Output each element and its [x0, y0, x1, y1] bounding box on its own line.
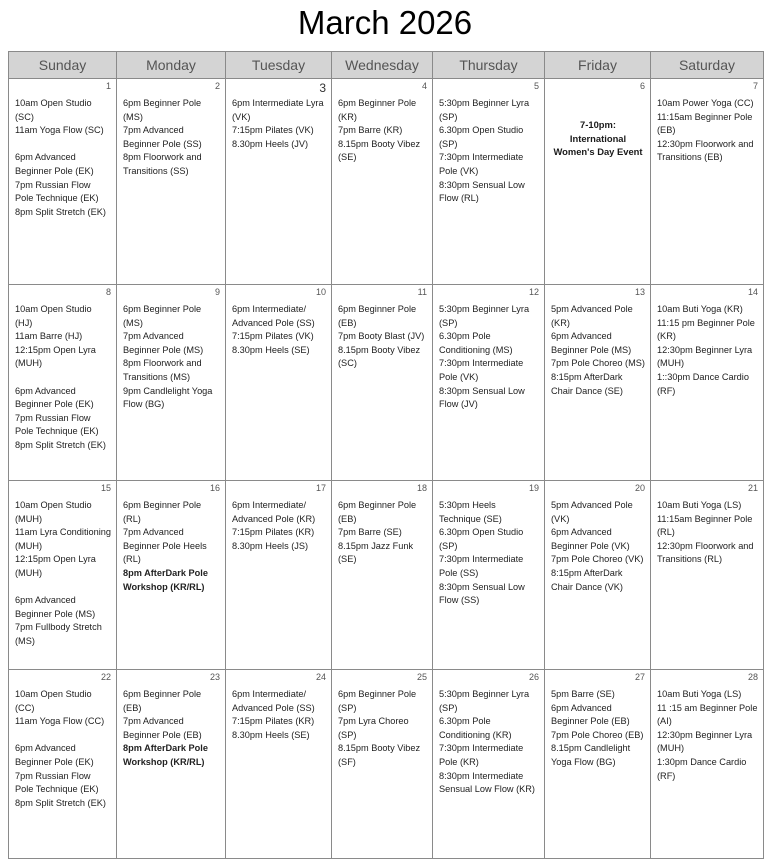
event-list: [123, 688, 220, 770]
day-cell: [651, 481, 764, 670]
event-item: 8.30pm Heels (JS): [232, 540, 309, 551]
event-item: 5:30pm Heels Technique (SE): [439, 500, 502, 524]
day-number: 25: [416, 672, 427, 682]
event-item: 6pm Advanced Beginner Pole (MS): [15, 595, 96, 619]
event-item: 7pm Russian Flow Pole Technique (EK): [15, 770, 99, 795]
day-cell-content: [433, 79, 544, 284]
day-number: 24: [315, 672, 326, 682]
event-item: 6pm Intermediate/ Advanced Pole (SS): [232, 689, 315, 713]
event-item: 10am Power Yoga (CC): [657, 98, 754, 108]
day-cell: [117, 670, 226, 859]
day-number: 27: [634, 672, 645, 682]
event-item: 8:30pm Intermediate Sensual Low Flow (KR): [439, 770, 535, 795]
event-item: 8.15pm Booty Vibez (SC): [338, 344, 421, 369]
event-list: [232, 303, 326, 357]
event-list: [123, 499, 220, 594]
day-number: 1: [105, 81, 111, 91]
event-item: 10am Open Studio (MUH): [15, 500, 92, 524]
day-cell: [226, 481, 332, 670]
week-row: [9, 670, 764, 859]
day-cell-content: [226, 285, 331, 480]
event-item: 7:30pm Intermediate Pole (VK): [439, 152, 524, 176]
event-item: 6pm Intermediate Lyra (VK): [232, 98, 324, 122]
event-item: 8:15pm AfterDark Chair Dance (VK): [551, 567, 623, 592]
event-item: 8.15pm Booty Vibez (SF): [338, 743, 421, 767]
day-cell: [117, 481, 226, 670]
event-item: 1::30pm Dance Cardio (RF): [657, 371, 749, 396]
event-list: [232, 688, 326, 742]
day-number: 28: [747, 672, 758, 682]
event-item: 7pm Pole Choreo (VK): [551, 554, 644, 565]
day-number: 10: [315, 287, 326, 297]
event-gap: [15, 371, 111, 385]
event-item: 6pm Intermediate/ Advanced Pole (KR): [232, 500, 316, 524]
event-item: 10am Buti Yoga (LS): [657, 500, 742, 510]
week-row: [9, 79, 764, 285]
event-list: [15, 688, 111, 810]
day-cell: [545, 670, 651, 859]
day-cell-content: [332, 481, 432, 669]
day-number: 8: [105, 287, 111, 297]
day-cell-content: [545, 285, 650, 480]
event-item: 8.15pm Booty Vibez (SE): [338, 138, 421, 163]
day-cell-content: [545, 481, 650, 669]
day-cell: [332, 670, 433, 859]
event-list: [551, 688, 645, 770]
day-number: 15: [100, 483, 111, 493]
day-cell-content: [433, 285, 544, 480]
day-cell: [433, 481, 545, 670]
event-list: [657, 303, 758, 398]
event-item: 6pm Beginner Pole (SP): [338, 689, 417, 713]
event-item: 12:15pm Open Lyra (MUH): [15, 554, 96, 578]
week-row: [9, 285, 764, 481]
event-list: [439, 97, 539, 206]
day-cell: [332, 481, 433, 670]
event-gap: [15, 729, 111, 743]
event-item: 8.30pm Heels (SE): [232, 729, 310, 740]
day-cell-content: [226, 481, 331, 669]
event-item: 7pm Russian Flow Pole Technique (EK): [15, 412, 99, 437]
day-number: 3: [319, 81, 326, 95]
event-gap: [15, 581, 111, 595]
event-list: [439, 303, 539, 412]
day-cell: [9, 670, 117, 859]
weekday-header-tuesday: Tuesday: [226, 52, 332, 79]
event-item: 7:30pm Intermediate Pole (KR): [439, 743, 524, 767]
day-cell-content: [433, 481, 544, 669]
day-number: 9: [214, 287, 220, 297]
day-number: 14: [747, 287, 758, 297]
event-item: 7:30pm Intermediate Pole (SS): [439, 554, 524, 578]
event-list: [657, 499, 758, 567]
event-item: 7pm Lyra Choreo (SP): [338, 716, 409, 740]
day-number: 6: [639, 81, 645, 91]
calendar-grid: [8, 51, 764, 859]
day-cell: [226, 79, 332, 285]
day-number: 2: [214, 81, 220, 91]
event-item: 6pm Beginner Pole (RL): [123, 500, 202, 524]
event-item: 11am Yoga Flow (CC): [15, 716, 105, 727]
day-number: 4: [421, 81, 427, 91]
day-number: 23: [209, 672, 220, 682]
event-item: 8.30pm Heels (JV): [232, 138, 309, 149]
event-item: 11am Yoga Flow (SC): [15, 125, 104, 136]
event-item: 6pm Advanced Beginner Pole (VK): [551, 527, 630, 551]
day-cell: [332, 285, 433, 481]
event-list: [232, 499, 326, 553]
event-item: 7pm Advanced Beginner Pole (MS): [123, 331, 204, 355]
event-item: 7pm Advanced Beginner Pole (SS): [123, 125, 202, 149]
day-cell-content: [9, 79, 116, 284]
event-item: 8:15pm AfterDark Chair Dance (SE): [551, 371, 623, 396]
day-number: 7: [752, 81, 758, 91]
day-number: 18: [416, 483, 427, 493]
event-item: 9pm Candlelight Yoga Flow (BG): [123, 385, 213, 410]
event-item: 6pm Beginner Pole (MS): [123, 98, 202, 122]
event-item: 7pm Barre (KR): [338, 125, 403, 136]
event-item: 6.30pm Open Studio (SP): [439, 125, 524, 149]
special-event: 7-10pm: International Women's Day Event: [553, 119, 643, 158]
event-list: [439, 688, 539, 797]
event-list: [338, 303, 427, 371]
calendar-body: [9, 79, 764, 859]
event-item: 8:30pm Sensual Low Flow (SS): [439, 581, 525, 606]
day-cell: [226, 670, 332, 859]
weekday-header-friday: Friday: [545, 52, 651, 79]
event-list: [123, 97, 220, 179]
event-item: 7:15pm Pilates (VK): [232, 125, 314, 136]
day-number: 21: [747, 483, 758, 493]
event-item: 12:30pm Beginner Lyra (MUH): [657, 729, 753, 754]
event-item: 8pm Split Stretch (EK): [15, 206, 106, 217]
event-list: [15, 303, 111, 453]
day-cell-content: [9, 285, 116, 480]
day-number: 17: [315, 483, 326, 493]
event-item: 11am Lyra Conditioning (MUH): [15, 527, 112, 551]
weekday-header-monday: Monday: [117, 52, 226, 79]
event-item: 5pm Barre (SE): [551, 689, 615, 699]
day-cell: [9, 481, 117, 670]
event-item: 7pm Russian Flow Pole Technique (EK): [15, 179, 99, 204]
day-number: 22: [100, 672, 111, 682]
day-cell-content: [545, 670, 650, 858]
event-item: 7pm Pole Choreo (EB): [551, 729, 644, 740]
day-cell: [433, 285, 545, 481]
day-cell-content: [332, 670, 432, 858]
event-item: 6.30pm Open Studio (SP): [439, 527, 524, 551]
weekday-header-wednesday: Wednesday: [332, 52, 433, 79]
day-cell: [117, 79, 226, 285]
event-item: 7:15pm Pilates (KR): [232, 716, 315, 727]
weekday-header-sunday: Sunday: [9, 52, 117, 79]
event-list: [338, 97, 427, 165]
event-list: [657, 688, 758, 783]
event-item: 5:30pm Beginner Lyra (SP): [439, 98, 530, 122]
event-item: 11:15 pm Beginner Pole (KR): [657, 317, 755, 342]
day-cell: [545, 285, 651, 481]
day-number: 11: [417, 287, 427, 297]
day-cell: [433, 79, 545, 285]
event-item: 1:30pm Dance Cardio (RF): [657, 756, 747, 781]
event-item: 6pm Beginner Pole (KR): [338, 98, 417, 122]
event-item: 6pm Beginner Pole (MS): [123, 304, 202, 328]
event-list: [657, 97, 758, 165]
day-cell-content: [545, 79, 650, 284]
event-item-highlight: 8pm AfterDark Pole Workshop (KR/RL): [123, 743, 208, 767]
day-number: 19: [528, 483, 539, 493]
day-cell-content: [117, 79, 225, 284]
day-cell: [545, 481, 651, 670]
event-item: 6.30pm Pole Conditioning (MS): [439, 331, 513, 355]
event-item: 11:15am Beginner Pole (RL): [657, 513, 753, 538]
event-list: [551, 303, 645, 398]
day-cell-content: [651, 79, 763, 284]
day-cell: [651, 670, 764, 859]
event-list: [232, 97, 326, 151]
event-item: 6pm Advanced Beginner Pole (EK): [15, 385, 94, 410]
day-cell-content: [226, 79, 331, 284]
event-item: 8:30pm Sensual Low Flow (JV): [439, 385, 525, 410]
day-cell: [117, 285, 226, 481]
event-list: [15, 97, 111, 219]
event-list: [551, 499, 645, 594]
day-cell: [332, 79, 433, 285]
day-cell-content: [117, 285, 225, 480]
event-item: 5:30pm Beginner Lyra (SP): [439, 689, 530, 713]
day-cell: [9, 285, 117, 481]
calendar-title: March 2026: [297, 4, 473, 41]
event-item: 5pm Advanced Pole (KR): [551, 304, 633, 328]
day-cell-content: [651, 670, 763, 858]
event-item: 7pm Barre (SE): [338, 527, 402, 538]
day-cell-content: [332, 285, 432, 480]
day-number: 20: [634, 483, 645, 493]
event-list: [15, 499, 111, 649]
event-item: 6pm Advanced Beginner Pole (EK): [15, 743, 94, 767]
event-item: 8.15pm Jazz Funk (SE): [338, 540, 414, 565]
event-list: [439, 499, 539, 608]
day-number: 26: [528, 672, 539, 682]
weekday-header-saturday: Saturday: [651, 52, 764, 79]
event-item: 6pm Beginner Pole (EB): [338, 500, 417, 524]
day-number: 12: [528, 287, 539, 297]
event-item: 6pm Intermediate/ Advanced Pole (SS): [232, 304, 315, 328]
event-item: 8pm Floorwork and Transitions (MS): [123, 358, 202, 382]
event-item: 8pm Split Stretch (EK): [15, 797, 106, 808]
event-item: 10am Open Studio (SC): [15, 98, 92, 122]
event-gap: [15, 138, 111, 152]
event-item: 10am Buti Yoga (KR): [657, 304, 743, 314]
day-cell: [651, 79, 764, 285]
weekday-header-thursday: Thursday: [433, 52, 545, 79]
day-number: 5: [533, 81, 539, 91]
event-item: 11am Barre (HJ): [15, 331, 83, 342]
event-list: [338, 499, 427, 567]
event-list: [338, 688, 427, 770]
day-cell-content: [226, 670, 331, 858]
event-item: 12:15pm Open Lyra (MUH): [15, 344, 96, 369]
event-item: 7pm Fullbody Stretch (MS): [15, 622, 102, 646]
event-item: 7:30pm Intermediate Pole (VK): [439, 358, 524, 382]
day-cell-content: [651, 481, 763, 669]
week-row: [9, 481, 764, 670]
event-item: 12:30pm Floorwork and Transitions (RL): [657, 540, 754, 565]
day-number: 13: [634, 287, 645, 297]
event-item: 8.30pm Heels (SE): [232, 344, 310, 355]
event-item: 10am Open Studio (HJ): [15, 304, 92, 328]
event-item: 6pm Advanced Beginner Pole (MS): [551, 331, 632, 355]
event-item: 6pm Beginner Pole (EB): [338, 304, 417, 328]
event-list: [123, 303, 220, 412]
day-number: 16: [209, 483, 220, 493]
event-item: 7pm Pole Choreo (MS): [551, 358, 645, 369]
day-cell-content: [117, 481, 225, 669]
event-item: 7pm Advanced Beginner Pole (EB): [123, 716, 202, 740]
event-item: 12:30pm Beginner Lyra (MUH): [657, 344, 753, 369]
event-item: 8pm Floorwork and Transitions (SS): [123, 152, 202, 176]
event-item: 7pm Advanced Beginner Pole Heels (RL): [123, 527, 207, 565]
event-item: 7:15pm Pilates (VK): [232, 331, 314, 342]
event-item: 5pm Advanced Pole (VK): [551, 500, 633, 524]
day-cell-content: [117, 670, 225, 858]
event-item: 11:15am Beginner Pole (EB): [657, 111, 753, 136]
day-cell: [226, 285, 332, 481]
event-item: 5:30pm Beginner Lyra (SP): [439, 304, 530, 328]
day-cell-content: [332, 79, 432, 284]
day-cell-content: [433, 670, 544, 858]
weekday-header-row: [9, 52, 764, 79]
day-cell-content: [651, 285, 763, 480]
event-item: 6pm Beginner Pole (EB): [123, 689, 202, 713]
event-item: 8:30pm Sensual Low Flow (RL): [439, 179, 525, 204]
event-item: 8.15pm Candlelight Yoga Flow (BG): [551, 743, 631, 767]
day-cell: [651, 285, 764, 481]
event-item: 8pm Split Stretch (EK): [15, 439, 106, 450]
event-item: 7pm Booty Blast (JV): [338, 331, 425, 342]
day-cell: [545, 79, 651, 285]
event-item: 6pm Advanced Beginner Pole (EB): [551, 702, 630, 727]
event-item: 6.30pm Pole Conditioning (KR): [439, 716, 512, 740]
event-item-highlight: 8pm AfterDark Pole Workshop (KR/RL): [123, 567, 208, 592]
event-item: 6pm Advanced Beginner Pole (EK): [15, 152, 94, 176]
event-item: 7:15pm Pilates (KR): [232, 527, 315, 538]
day-cell: [433, 670, 545, 859]
event-item: 10am Buti Yoga (LS): [657, 689, 742, 699]
day-cell: [9, 79, 117, 285]
day-cell-content: [9, 670, 116, 858]
event-item: 11 :15 am Beginner Pole (AI): [657, 702, 758, 727]
event-item: 12:30pm Floorwork and Transitions (EB): [657, 138, 754, 163]
day-cell-content: [9, 481, 116, 669]
event-item: 10am Open Studio (CC): [15, 689, 92, 713]
